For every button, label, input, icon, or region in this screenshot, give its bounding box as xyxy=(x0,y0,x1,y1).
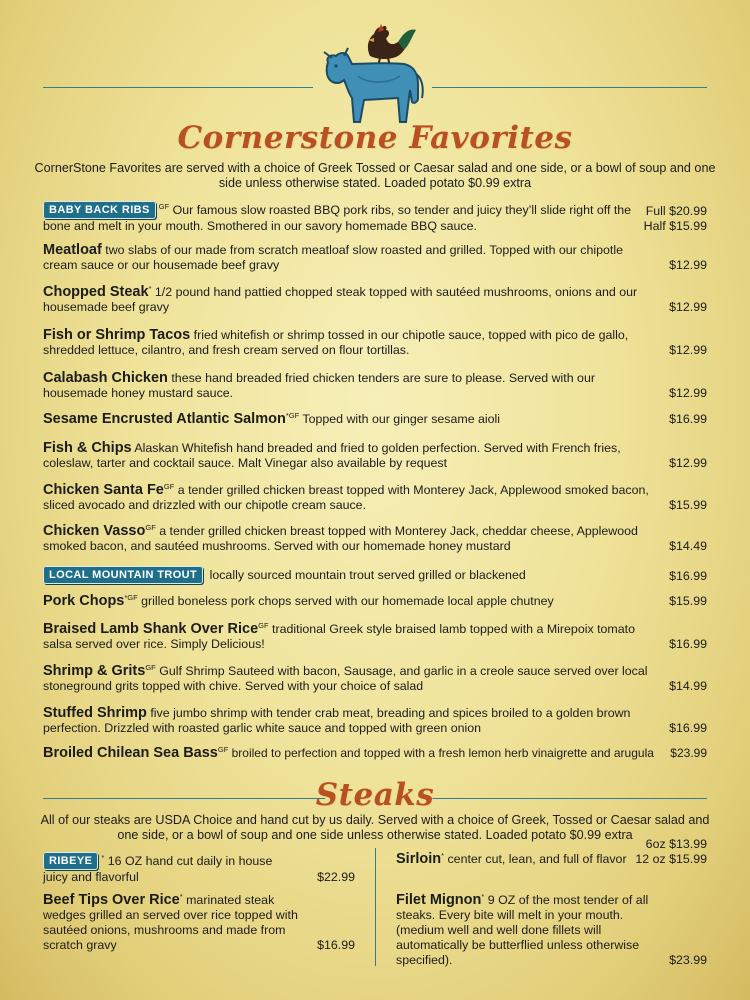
menu-item-filet-mignon: Filet Mignon* 9 OZ of the most tender of all steaks. Every bite will melt in your mouth. (medium well and well done fillets will automatically be butterflied unless otherwise specified). $23.99 xyxy=(396,891,707,967)
menu-item-beef-tips: Beef Tips Over Rice* marinated steak wedges grilled an served over rice topped with sautéed onions, mushrooms and made from scratch gravy $16.99 xyxy=(43,891,355,952)
menu-item-fish-and-chips xyxy=(43,441,707,471)
item-price: $12.99 xyxy=(669,343,707,357)
item-price: $16.99 xyxy=(669,412,707,426)
menu-item-fish-or-shrimp-tacos xyxy=(43,328,707,358)
menu-item-stuffed-shrimp xyxy=(43,706,707,736)
item-name-badge: LOCAL MOUNTAIN TROUT xyxy=(43,566,203,584)
item-desc: fried whitefish or shrimp tossed in our chipotle sauce, topped with pico de gallo, shredded lettuce, cilantro, and fresh cream served on flour tortillas. xyxy=(43,328,629,357)
item-name: Meatloaf xyxy=(43,242,102,258)
menu-item-sesame-salmon: Sesame Encrusted Atlantic Salmon$^{*GF}$ Topped with our ginger sesame aioli $16.99 xyxy=(43,410,707,427)
item-price: 6oz $13.99 12 oz $15.99 xyxy=(635,837,707,866)
item-name: Chicken Vasso xyxy=(43,523,146,539)
favorites-intro: CornerStone Favorites are served with a choice of Greek Tossed or Caesar salad and one side, or a bowl of soup and one side unless otherwise stated. Loaded potato $0.99 extra xyxy=(34,161,716,190)
steaks-intro: All of our steaks are USDA Choice and hand cut by us daily. Served with a choice of Greek, Tossed or Caesar salad and one side, or a bowl of soup and one side unless otherwise stated. Loaded potato $0.99 extra xyxy=(40,813,710,842)
item-name: Chopped Steak xyxy=(43,284,149,300)
item-name: Fish or Shrimp Tacos xyxy=(43,327,191,343)
menu-item-calabash-chicken xyxy=(43,371,707,401)
item-name-badge: RIBEYE xyxy=(43,852,98,870)
item-desc: center cut, lean, and full of flavor xyxy=(444,852,627,866)
item-name: Pork Chops xyxy=(43,593,125,609)
item-desc: 16 OZ hand cut daily in house juicy and flavorful xyxy=(43,854,273,884)
menu-item-chicken-santa-fe: Chicken Santa $Fe^{GF}$ a tender grilled chicken breast topped with Monterey Jack, Applewood smoked bacon, sliced avocado and drizzled with our chipotle cream sauce. $15.99 xyxy=(43,481,707,512)
item-desc: two slabs of our made from scratch meatloaf slow roasted and grilled. Topped with our chipotle cream sauce or our housemade beef gravy xyxy=(43,243,623,272)
item-price: $22.99 xyxy=(317,870,355,884)
item-desc: a tender grilled chicken breast topped with Monterey Jack, Applewood smoked bacon, sliced avocado and drizzled with our chipotle cream sauce. xyxy=(43,483,649,512)
item-desc: 1/2 pound hand pattied chopped steak topped with sautéed mushrooms, onions and our housemade beef gravy xyxy=(43,285,638,314)
item-price: $15.99 xyxy=(669,498,707,512)
item-name: Beef Tips Over Rice xyxy=(43,892,180,908)
menu-item-ribeye: RIBEYE * 16 OZ hand cut daily in house juicy and flavorful $22.99 xyxy=(43,852,355,884)
item-desc: Our famous slow roasted BBQ pork ribs, so tender and juicy they’ll slide right off the bone and melt in your mouth. Smothered in our savory homemade BBQ sauce. xyxy=(43,203,632,233)
item-price: $12.99 xyxy=(669,258,707,272)
item-price: $23.99 xyxy=(669,953,707,967)
top-rule-left xyxy=(43,87,313,88)
item-name: Braised Lamb Shank Over Rice xyxy=(43,621,259,637)
item-price: Full $20.99 Half $15.99 xyxy=(643,204,707,233)
rooster-icon xyxy=(368,24,416,66)
item-name-badge: BABY BACK RIBS xyxy=(43,201,156,219)
item-name: Broiled Chilean Sea Bass xyxy=(43,745,218,761)
item-desc: a tender grilled chicken breast topped with Monterey Jack, cheddar cheese, Applewood smoked bacon, and sautéed mushrooms. Served with our homemade honey mustard xyxy=(43,524,638,553)
item-desc: traditional Greek style braised lamb topped with a Mirepoix tomato salsa served over rice. Simply Delicious! xyxy=(43,622,635,651)
item-name: Filet Mignon xyxy=(396,892,482,908)
item-desc: Topped with our ginger sesame aioli xyxy=(299,412,501,426)
item-desc: marinated steak wedges grilled an served over rice topped with sautéed onions, mushrooms and made from scratch gravy xyxy=(43,893,298,952)
item-name: Sirloin xyxy=(396,851,442,867)
item-desc: grilled boneless pork chops served with our homemade local apple chutney xyxy=(137,594,554,608)
item-desc: Alaskan Whitefish hand breaded and fried to golden perfection. Served with French fries, coleslaw, tarter and cocktail sauce. Malt Vinegar also available by request xyxy=(43,441,621,470)
item-price: $14.49 xyxy=(669,539,707,553)
menu-item-braised-lamb-shank: Braised Lamb Shank Over Rice$^{GF}$ traditional Greek style braised lamb topped with a Mirepoix tomato salsa served over rice. Simply Delicious! $16.99 xyxy=(43,620,707,651)
menu-item-chicken-vasso: Chicken Vasso$^{GF}$ a tender grilled chicken breast topped with Monterey Jack, cheddar cheese, Applewood smoked bacon, and sautéed mushrooms. Served with our homemade honey mustard $14.49 xyxy=(43,522,707,553)
item-price: $14.99 xyxy=(669,679,707,693)
menu-item-baby-back-ribs: BABY BACK RIBS $^{GF}$ Our famous slow roasted BBQ pork ribs, so tender and juicy they’ll slide right off the bone and melt in your mouth. Smothered in our savory homemade BBQ sauce. Full $20.99 Half $15.99 xyxy=(43,201,707,233)
item-price: $12.99 xyxy=(669,456,707,470)
item-desc: these hand breaded fried chicken tenders are sure to please. Served with our housemade honey mustard sauce. xyxy=(43,371,595,400)
item-price: $12.99 xyxy=(669,300,707,314)
item-price: $16.99 xyxy=(669,721,707,735)
menu-item-chilean-sea-bass: Broiled Chilean Sea Bass$^{GF}$ broiled to perfection and topped with a fresh lemon herb vinaigrette and arugula $23.99 xyxy=(43,745,707,761)
menu-item-chopped-steak: Chopped Steak* 1/2 pound hand pattied chopped steak topped with sautéed mushrooms, onions and our housemade beef gravy $12.99 xyxy=(43,283,707,314)
item-name: Fish & Chips xyxy=(43,440,132,456)
item-desc: Gulf Shrimp Sauteed with bacon, Sausage, and garlic in a creole sauce served over local stoneground grits topped with chive. Served with your choice of salad xyxy=(43,664,648,693)
menu-item-local-mountain-trout xyxy=(43,566,707,584)
steaks-column-divider xyxy=(375,848,376,966)
item-price: $16.99 xyxy=(669,569,707,583)
item-price: $12.99 xyxy=(669,386,707,400)
steaks-title: Steaks xyxy=(315,777,435,813)
item-name: Calabash Chicken xyxy=(43,370,168,386)
menu-item-shrimp-and-grits: Shrimp & Grits$^{GF}$ Gulf Shrimp Sauteed with bacon, Sausage, and garlic in a creole sauce served over local stoneground grits topped with chive. Served with your choice of salad $14.99 xyxy=(43,662,707,693)
item-desc: locally sourced mountain trout served grilled or blackened xyxy=(209,568,526,582)
item-name: Sesame Encrusted Atlantic Salmon xyxy=(43,411,286,427)
menu-item-pork-chops: Pork Chops$^{*GF}$ grilled boneless pork chops served with our homemade local apple chutney $15.99 xyxy=(43,592,707,609)
item-price: $16.99 xyxy=(317,938,355,952)
item-desc: broiled to perfection and topped with a fresh lemon herb vinaigrette and arugula xyxy=(228,746,654,760)
item-desc: 9 OZ of the most tender of all steaks. Every bite will melt in your mouth. (medium well and well done fillets will automatically be butterflied unless otherwise specified). xyxy=(396,893,649,967)
item-price: $15.99 xyxy=(669,594,707,608)
cow-with-rooster-icon xyxy=(318,18,430,126)
item-desc: five jumbo shrimp with tender crab meat, breading and spices broiled to a golden brown perfection. Drizzled with roasted garlic white sauce and topped with green onion xyxy=(43,706,631,735)
menu-item-meatloaf xyxy=(43,243,707,273)
item-name: Stuffed Shrimp xyxy=(43,705,147,721)
menu-item-sirloin: Sirloin* center cut, lean, and full of flavor 6oz $13.99 12 oz $15.99 xyxy=(396,837,707,867)
top-rule-right xyxy=(432,87,707,88)
item-name: Chicken Santa Fe xyxy=(43,482,164,498)
item-price: $16.99 xyxy=(669,637,707,651)
item-name: Shrimp & Grits xyxy=(43,663,146,679)
item-price: $23.99 xyxy=(670,746,707,760)
favorites-title: Cornerstone Favorites xyxy=(177,120,573,156)
